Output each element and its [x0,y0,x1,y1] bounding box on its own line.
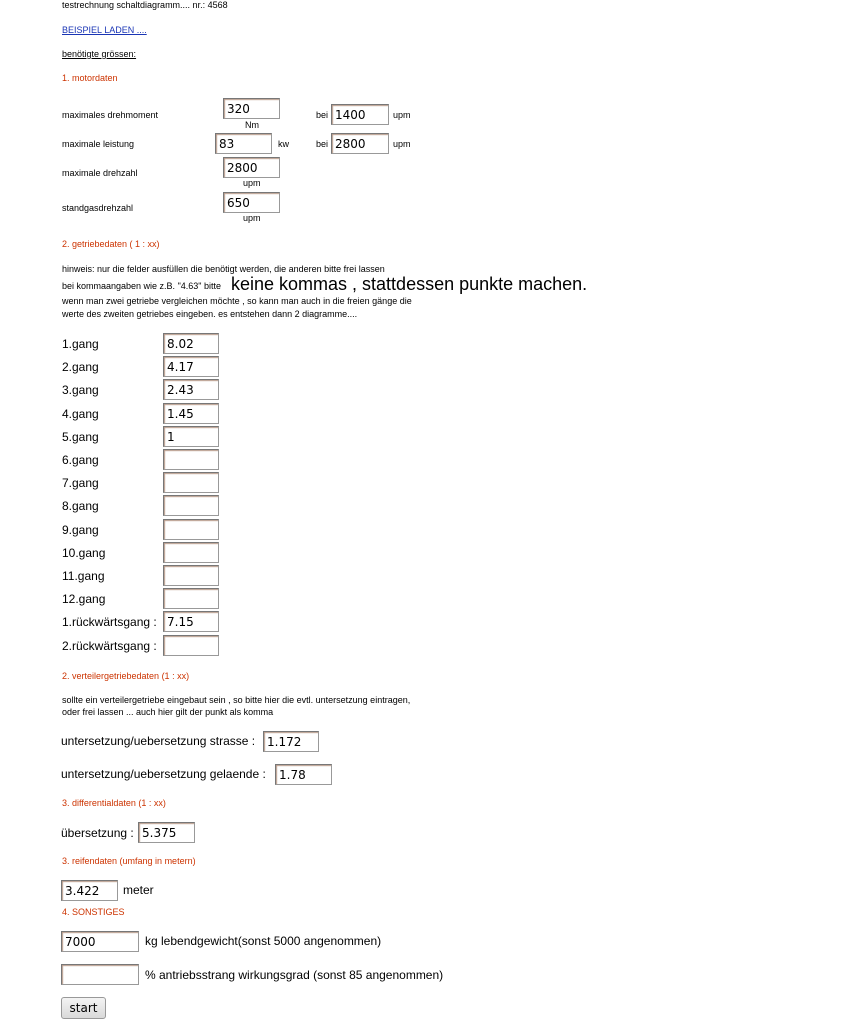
terrain-ratio-label: untersetzung/uebersetzung gelaende : [61,767,266,781]
tire-unit: meter [123,883,154,897]
idle-label: standgasdrehzahl [62,203,134,213]
road-ratio-input[interactable] [263,731,319,752]
page-title: testrechnung schaltdiagramm.... nr.: 4568 [62,0,228,10]
gear-ratio-input[interactable] [163,495,219,516]
gearbox-hint-1: hinweis: nur die felder ausfüllen die benötigt werden, die anderen bitte frei lassen [62,264,385,274]
gear-ratio-input[interactable] [163,403,219,424]
gear-ratio-input[interactable] [163,565,219,586]
torque-rpm-input[interactable] [331,104,389,125]
gear-label: 1.rückwärtsgang : [62,615,157,629]
torque-rpm-unit: upm [393,110,411,120]
gear-label: 7.gang [62,476,99,490]
power-unit: kw [278,139,289,149]
maxrpm-label: maximale drehzahl [62,168,138,178]
transfer-hint-1: sollte ein verteilergetriebe eingebaut sein , so bitte hier die evtl. untersetzung eintragen, [62,695,411,705]
weight-input[interactable] [61,931,139,952]
power-label: maximale leistung [62,139,135,149]
torque-unit: Nm [245,120,259,130]
efficiency-input[interactable] [61,964,139,985]
gear-label: 2.gang [62,360,99,374]
maxrpm-unit: upm [243,178,261,188]
gear-label: 5.gang [62,430,99,444]
gear-label: 10.gang [62,546,106,560]
power-input[interactable] [215,133,272,154]
section-motor: 1. motordaten [62,73,118,83]
gear-label: 4.gang [62,407,99,421]
power-rpm-input[interactable] [331,133,389,154]
maxrpm-input[interactable] [223,157,280,178]
idle-input[interactable] [223,192,280,213]
gear-label: 3.gang [62,383,99,397]
gearbox-hint-2: bei kommaangaben wie z.B. "4.63" bitte [62,281,221,291]
start-button[interactable]: start [61,997,106,1019]
gear-ratio-input[interactable] [163,588,219,609]
required-heading: benötigte grössen: [62,49,137,59]
section-differential: 3. differentialdaten (1 : xx) [62,798,166,808]
gearbox-hint-3: wenn man zwei getriebe vergleichen möchte , so kann man auch in die freien gänge die [62,296,412,306]
gear-ratio-input[interactable] [163,611,219,632]
gear-label: 2.rückwärtsgang : [62,639,157,653]
terrain-ratio-input[interactable] [275,764,332,785]
idle-unit: upm [243,213,261,223]
section-tires: 3. reifendaten (umfang in metern) [62,856,196,866]
weight-label: kg lebendgewicht(sonst 5000 angenommen) [145,934,382,948]
gear-ratio-input[interactable] [163,426,219,447]
gear-ratio-input[interactable] [163,356,219,377]
gear-label: 9.gang [62,523,99,537]
gear-label: 8.gang [62,499,99,513]
power-rpm-unit: upm [393,139,411,149]
tire-circumference-input[interactable] [61,880,118,901]
section-transfer: 2. verteilergetriebedaten (1 : xx) [62,671,190,681]
gear-ratio-input[interactable] [163,542,219,563]
gearbox-hint-2-emphasis: keine kommas , stattdessen punkte machen. [231,274,588,294]
transfer-hint-2: oder frei lassen ... auch hier gilt der punkt als komma [62,707,274,717]
power-bei: bei [316,139,329,149]
load-example-link[interactable]: BEISPIEL LADEN .... [62,25,147,35]
gear-ratio-input[interactable] [163,379,219,400]
torque-label: maximales drehmoment [62,110,159,120]
diff-ratio-input[interactable] [138,822,195,843]
torque-input[interactable] [223,98,280,119]
gearbox-hint-4: werte des zweiten getriebes eingeben. es entstehen dann 2 diagramme.... [62,309,358,319]
efficiency-label: % antriebsstrang wirkungsgrad (sonst 85 angenommen) [145,968,444,982]
gear-label: 1.gang [62,337,99,351]
gear-ratio-input[interactable] [163,472,219,493]
gear-ratio-input[interactable] [163,449,219,470]
gear-label: 11.gang [62,569,105,583]
gear-ratio-input[interactable] [163,333,219,354]
gear-label: 12.gang [62,592,106,606]
gear-label: 6.gang [62,453,99,467]
gear-ratio-input[interactable] [163,635,219,656]
section-gearbox: 2. getriebedaten ( 1 : xx) [62,239,160,249]
road-ratio-label: untersetzung/uebersetzung strasse : [61,734,256,748]
gear-ratio-input[interactable] [163,519,219,540]
diff-ratio-label: übersetzung : [61,826,134,840]
section-misc: 4. SONSTIGES [62,907,125,917]
torque-bei: bei [316,110,329,120]
